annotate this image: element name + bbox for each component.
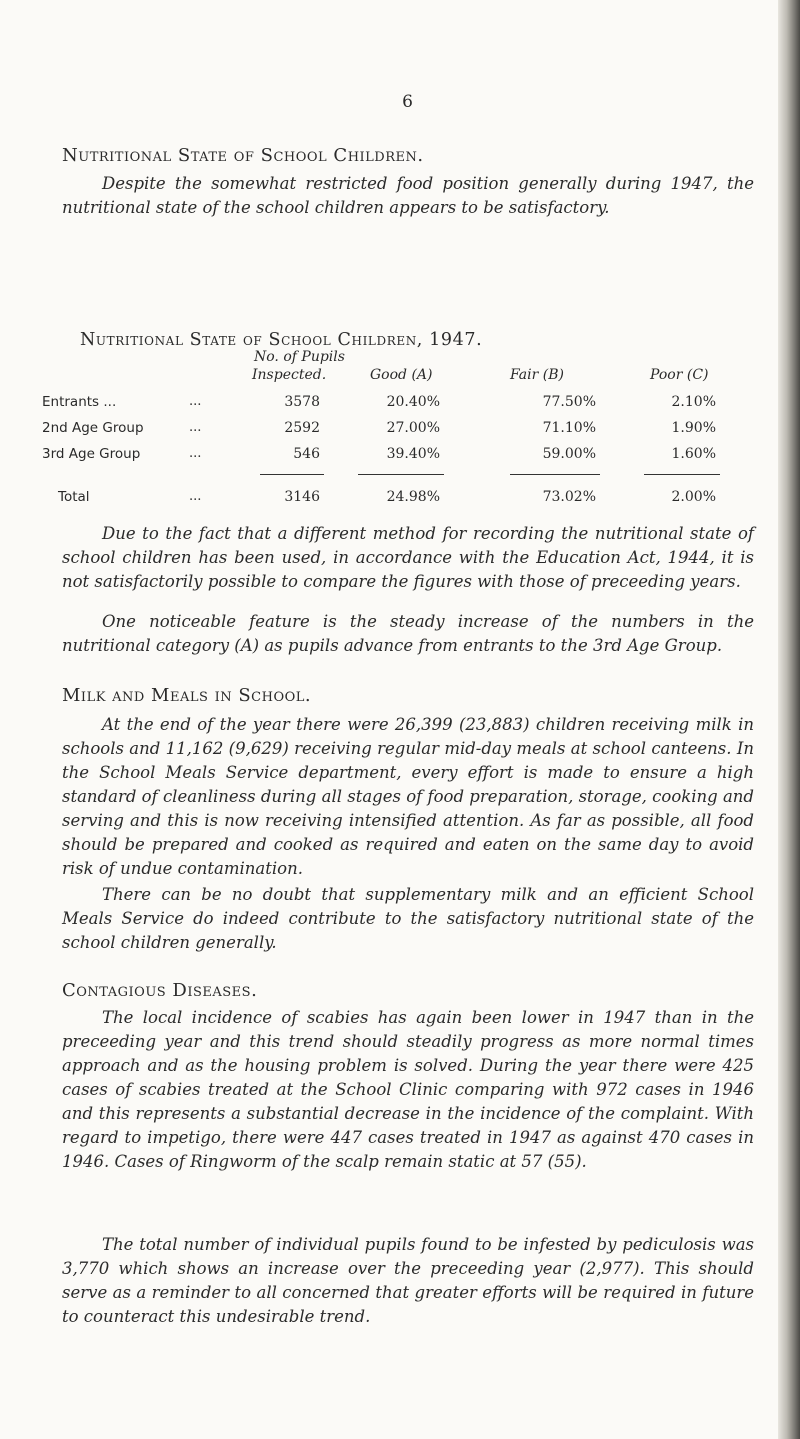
nutrition-table [40,340,775,505]
paragraph-supplementary-milk: There can be no doubt that supplementary milk and an efficient School Meals Service do indeed contribute to the satisfactory nutritional state of the school children generally. [62,885,754,952]
heading-nutritional-state: Nutritional State of School Children. [62,145,424,166]
header-good: Good (A) [370,367,433,383]
total-leader-dots: ... [189,489,202,504]
row-label: 3rd Age Group [42,446,141,462]
cell-poor: 1.90% [671,420,716,436]
header-fair: Fair (B) [510,367,564,383]
cell-inspected: 546 [293,446,320,462]
cell-poor: 2.10% [671,394,716,410]
total-rule-good [358,474,444,475]
cell-fair: 77.50% [542,394,596,410]
header-inspected-line2: Inspected. [252,367,327,383]
total-rule-poor [644,474,720,475]
total-good: 24.98% [386,489,440,505]
cell-good: 27.00% [386,420,440,436]
cell-fair: 71.10% [542,420,596,436]
cell-good: 20.40% [386,394,440,410]
row-leader-dots: ... [189,446,202,461]
page-number: 6 [402,92,413,112]
total-rule-fair [510,474,600,475]
row-leader-dots: ... [189,420,202,435]
cell-good: 39.40% [386,446,440,462]
total-poor: 2.00% [671,489,716,505]
total-rule-inspected [260,474,324,475]
header-inspected-line1: No. of Pupils [254,349,345,365]
row-label: 2nd Age Group [42,420,144,436]
paragraph-scabies: The local incidence of scabies has again been lower in 1947 than in the preceeding year and this trend should steadily progress as more normal times approach and as the housing problem is solved. During the year there were 425 cases of scabies treated at the School Clinic comparing with 972 cases in 1946 and this represents a substantial decrease in the incidence of the complaint. With regard to impetigo, there were 447 cases treated in 1947 as against 470 cases in 1946. Cases of Ringworm of the scalp remain static at 57 (55). [62,1008,754,1171]
paragraph-noticeable-feature: One noticeable feature is the steady increase of the numbers in the nutritional category (A) as pupils advance from entrants to the 3rd Age Group. [62,612,754,655]
paragraph-nutritional-intro: Despite the somewhat restricted food position generally during 1947, the nutritional state of the school children appears to be satisfactory. [62,174,754,217]
table-title: Nutritional State of School Children, 1947. [80,330,483,350]
cell-poor: 1.60% [671,446,716,462]
heading-milk-meals: Milk and Meals in School. [62,685,312,706]
paragraph-different-method: Due to the fact that a different method for recording the nutritional state of school children has been used, in accordance with the Education Act, 1944, it is not satisfactorily possible to compare the figures with those of preceeding years. [62,524,754,591]
total-fair: 73.02% [542,489,596,505]
paragraph-milk-meals: At the end of the year there were 26,399 (23,883) children receiving milk in schools and 11,162 (9,629) receiving regular mid-day meals at school canteens. In the School Meals Service department, every effort is made to ensure a high standard of cleanliness during all stages of food preparation, storage, cooking and serving and this is now receiving intensified attention. As far as possible, all food should be prepared and cooked as required and eaten on the same day to avoid risk of undue contamination. [62,715,754,878]
heading-contagious-diseases: Contagious Diseases. [62,980,258,1001]
cell-fair: 59.00% [542,446,596,462]
total-inspected: 3146 [284,489,320,505]
cell-inspected: 3578 [284,394,320,410]
header-poor: Poor (C) [650,367,709,383]
total-label: Total [58,489,90,505]
page-edge-shadow [778,0,800,1439]
row-label: Entrants ... [42,394,117,410]
paragraph-pediculosis: The total number of individual pupils found to be infested by pediculosis was 3,770 which shows an increase over the preceeding year (2,977). This should serve as a reminder to all concerned that greater efforts will be required in future to counteract this undesirable trend. [62,1235,754,1326]
cell-inspected: 2592 [284,420,320,436]
row-leader-dots: ... [189,394,202,409]
